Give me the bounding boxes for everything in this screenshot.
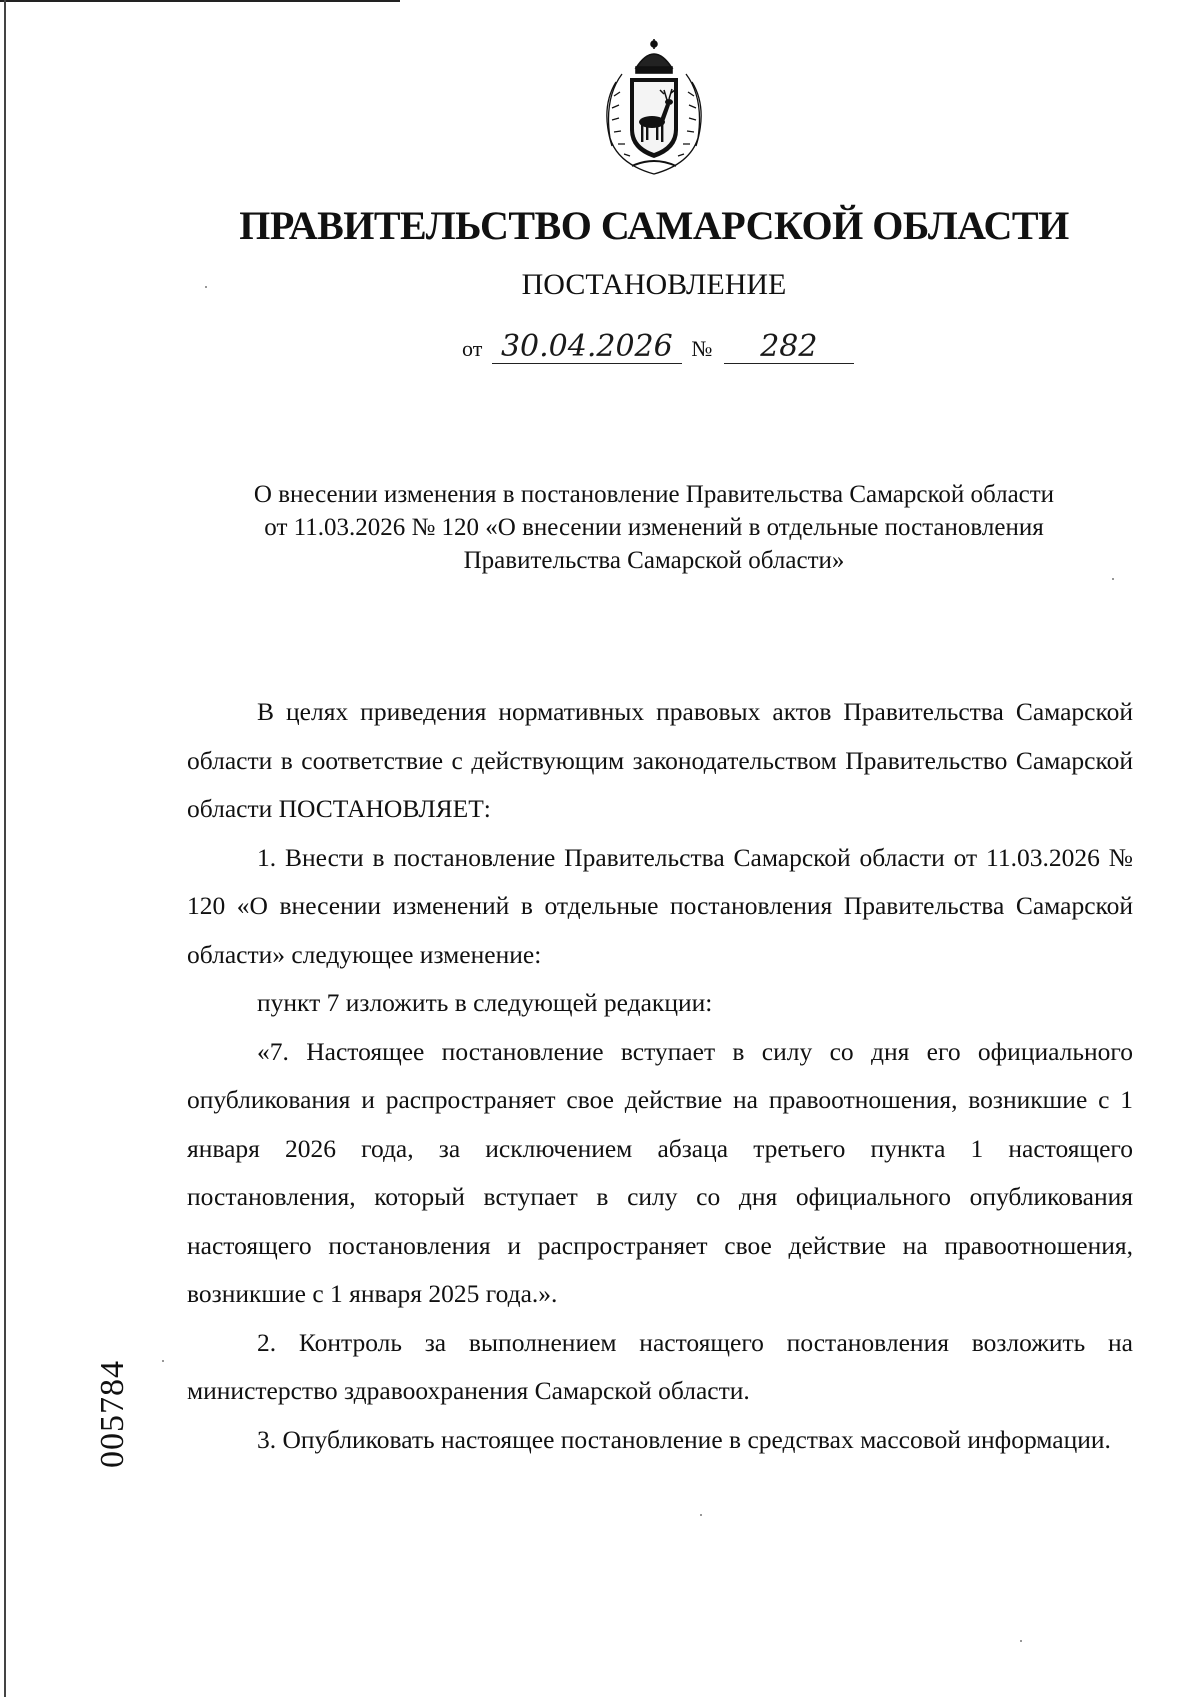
item-1-sub-paragraph: пункт 7 изложить в следующей редакции: bbox=[257, 988, 713, 1017]
document-date: 30.04.2026 bbox=[492, 330, 682, 364]
document-subject bbox=[200, 478, 1108, 577]
date-number-line bbox=[462, 330, 854, 364]
document-body bbox=[187, 688, 1133, 1464]
scan-speck bbox=[205, 286, 207, 288]
item-1-quote-paragraph: «7. Настоящее постановление вступает в силу со дня его официального опубликования и распространяет свое действие на правоотношения, возникшие с 1 января 2026 года, за исключением абзаца третьего пункта 1 настоящего постановления, который вступает в силу со дня официального опубликования настоящего постановления и распространяет свое действие на правоотношения, возникшие с 1 января 2025 года.». bbox=[187, 1036, 1133, 1308]
shield-icon bbox=[630, 78, 678, 158]
item-3-paragraph: 3. Опубликовать настоящее постановление в средствах массовой информации. bbox=[257, 1424, 1111, 1454]
date-prefix: от bbox=[462, 336, 483, 361]
serial-number: 005784 bbox=[94, 1360, 131, 1468]
scan-edge-left bbox=[4, 0, 6, 1697]
coat-of-arms-icon bbox=[592, 38, 716, 178]
item-2-paragraph: 2. Контроль за выполнением настоящего постановления возложить на министерство здравоохранения Самарской области. bbox=[187, 1327, 1133, 1405]
document-number: 282 bbox=[724, 330, 854, 364]
scan-speck bbox=[1020, 1640, 1022, 1642]
preamble-paragraph: В целях приведения нормативных правовых актов Правительства Самарской области в соответствие с действующим законодательством Правительство Самарской области ПОСТАНОВЛЯЕТ: bbox=[187, 697, 1133, 823]
scan-speck bbox=[1112, 578, 1114, 580]
scan-speck bbox=[700, 1514, 702, 1516]
government-title: ПРАВИТЕЛЬСТВО САМАРСКОЙ ОБЛАСТИ bbox=[239, 203, 1069, 248]
scan-speck bbox=[162, 1360, 164, 1362]
subject-line: Правительства Самарской области» bbox=[463, 547, 845, 574]
number-prefix: № bbox=[691, 336, 713, 361]
subject-line: О внесении изменения в постановление Правительства Самарской области bbox=[253, 481, 1055, 508]
document-type: ПОСТАНОВЛЕНИЕ bbox=[521, 268, 787, 301]
item-1-paragraph: 1. Внести в постановление Правительства Самарской области от 11.03.2026 № 120 «О внесении изменений в отдельные постановления Правительства Самарской области» следующее изменение: bbox=[187, 842, 1133, 969]
crown-icon bbox=[636, 39, 672, 73]
scan-edge-top bbox=[0, 0, 400, 2]
subject-line: от 11.03.2026 № 120 «О внесении изменений в отдельные постановления bbox=[264, 514, 1044, 541]
